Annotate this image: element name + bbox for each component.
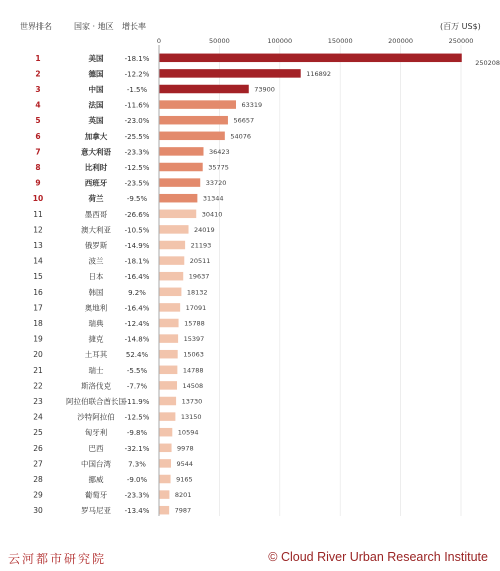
country-label: 土耳其 bbox=[84, 350, 108, 360]
x-tick-label: 0 bbox=[156, 37, 162, 45]
value-label: 9978 bbox=[177, 444, 194, 453]
country-label: 挪威 bbox=[88, 475, 104, 484]
rank-label: 12 bbox=[33, 225, 43, 235]
country-label: 捷克 bbox=[88, 334, 104, 344]
rank-label: 28 bbox=[33, 475, 43, 484]
growth-label: -11.9% bbox=[124, 398, 150, 406]
country-label: 荷兰 bbox=[88, 194, 104, 204]
country-label: 韩国 bbox=[88, 287, 104, 297]
country-label: 瑞士 bbox=[88, 365, 104, 375]
growth-label: -7.7% bbox=[126, 382, 148, 391]
bar bbox=[160, 303, 181, 312]
rank-label: 2 bbox=[35, 69, 41, 79]
rank-label: 24 bbox=[33, 412, 43, 422]
rank-label: 27 bbox=[33, 459, 43, 469]
value-label: 8201 bbox=[174, 491, 192, 500]
bar bbox=[160, 412, 176, 421]
rank-header: 世界排名 bbox=[20, 22, 52, 31]
value-label: 250208 bbox=[475, 58, 500, 67]
country-header: 国家 · 地区 bbox=[74, 22, 114, 31]
institute-name-en: © Cloud River Urban Research Institute bbox=[268, 550, 488, 564]
growth-label: -12.5% bbox=[124, 413, 150, 422]
value-label: 31344 bbox=[202, 194, 224, 203]
bar bbox=[160, 85, 249, 94]
bar bbox=[160, 194, 198, 203]
growth-label: -16.4% bbox=[124, 273, 150, 282]
rank-label: 9 bbox=[35, 178, 41, 188]
value-label: 19637 bbox=[188, 272, 210, 281]
value-label: 20511 bbox=[189, 257, 211, 266]
x-tick-label: 50000 bbox=[209, 37, 230, 45]
bar bbox=[160, 288, 182, 297]
unit-label: (百万 US$) bbox=[440, 22, 481, 31]
value-label: 13730 bbox=[181, 397, 203, 406]
rank-label: 16 bbox=[33, 287, 43, 297]
value-label: 56657 bbox=[233, 116, 255, 125]
country-label: 俄罗斯 bbox=[84, 241, 108, 250]
country-label: 澳大利亚 bbox=[81, 225, 111, 235]
value-label: 73900 bbox=[254, 85, 275, 94]
country-label: 美国 bbox=[88, 53, 104, 63]
growth-label: -12.5% bbox=[124, 164, 150, 172]
institute-name-zh: 云河都市研究院 bbox=[8, 552, 107, 566]
growth-label: -18.1% bbox=[124, 54, 150, 63]
rank-label: 11 bbox=[33, 209, 43, 219]
value-label: 14508 bbox=[182, 381, 204, 390]
bar bbox=[160, 100, 236, 109]
bar bbox=[160, 366, 178, 375]
growth-label: -14.8% bbox=[124, 335, 150, 344]
growth-label: -14.9% bbox=[124, 242, 150, 250]
rank-label: 25 bbox=[33, 428, 43, 438]
rank-label: 6 bbox=[35, 131, 41, 141]
bar bbox=[160, 381, 178, 390]
value-label: 18132 bbox=[186, 288, 208, 297]
growth-label: -23.3% bbox=[124, 491, 150, 500]
country-label: 加拿大 bbox=[84, 131, 108, 141]
country-label: 中国台湾 bbox=[81, 459, 111, 469]
country-label: 英国 bbox=[88, 116, 104, 126]
growth-label: 52.4% bbox=[125, 351, 149, 360]
rank-label: 3 bbox=[35, 85, 41, 94]
rank-label: 4 bbox=[35, 100, 41, 110]
growth-label: -16.4% bbox=[124, 304, 150, 313]
growth-label: -9.5% bbox=[126, 195, 148, 204]
bar bbox=[160, 54, 462, 63]
rank-label: 5 bbox=[35, 116, 41, 126]
growth-label: -32.1% bbox=[124, 444, 150, 453]
country-label: 中国 bbox=[88, 85, 104, 94]
bar bbox=[160, 319, 179, 328]
country-label: 比利时 bbox=[84, 163, 108, 172]
value-label: 21193 bbox=[190, 241, 212, 250]
bar bbox=[160, 334, 179, 343]
bar bbox=[160, 256, 185, 265]
rank-label: 29 bbox=[33, 490, 43, 500]
rank-label: 13 bbox=[33, 241, 43, 250]
bar bbox=[160, 225, 189, 234]
rank-label: 18 bbox=[33, 319, 43, 328]
country-label: 德国 bbox=[88, 69, 104, 79]
value-label: 54076 bbox=[230, 132, 252, 141]
value-label: 15788 bbox=[184, 319, 205, 328]
value-label: 13150 bbox=[180, 413, 202, 422]
value-label: 30410 bbox=[201, 210, 223, 219]
growth-label: -10.5% bbox=[124, 226, 150, 235]
rank-label: 14 bbox=[33, 256, 43, 266]
country-label: 匈牙利 bbox=[84, 428, 108, 438]
growth-label: -13.4% bbox=[124, 507, 150, 516]
rank-label: 30 bbox=[33, 506, 43, 516]
value-label: 7987 bbox=[174, 506, 192, 515]
rank-label: 8 bbox=[35, 163, 41, 172]
country-label: 沙特阿拉伯 bbox=[77, 412, 115, 422]
bar bbox=[160, 178, 201, 187]
growth-label: -9.0% bbox=[126, 476, 148, 484]
bar bbox=[160, 506, 170, 515]
growth-label: -1.5% bbox=[126, 86, 148, 94]
bar bbox=[160, 147, 204, 156]
x-tick-label: 150000 bbox=[327, 37, 353, 45]
growth-label: 9.2% bbox=[128, 288, 146, 297]
bar bbox=[160, 490, 170, 499]
growth-label: -9.8% bbox=[126, 429, 148, 438]
rank-label: 23 bbox=[33, 397, 43, 406]
growth-label: -5.5% bbox=[126, 366, 148, 375]
rank-label: 17 bbox=[33, 303, 43, 313]
value-label: 33720 bbox=[205, 179, 227, 188]
value-label: 35775 bbox=[208, 163, 229, 172]
growth-label: -18.1% bbox=[124, 257, 150, 266]
x-tick-label: 250000 bbox=[448, 37, 474, 45]
bar bbox=[160, 69, 301, 78]
growth-header: 增长率 bbox=[122, 22, 146, 31]
rank-label: 15 bbox=[33, 272, 43, 282]
value-label: 17091 bbox=[185, 303, 207, 312]
bar bbox=[160, 241, 186, 250]
bar bbox=[160, 444, 172, 453]
country-label: 法国 bbox=[88, 100, 104, 110]
growth-label: -11.6% bbox=[124, 101, 150, 110]
growth-label: -23.5% bbox=[124, 179, 150, 188]
rank-label: 22 bbox=[33, 381, 43, 391]
rank-label: 19 bbox=[33, 334, 43, 344]
country-label: 巴西 bbox=[88, 443, 104, 453]
country-label: 阿拉伯联合酋长国 bbox=[66, 397, 126, 406]
bar bbox=[160, 459, 172, 468]
country-label: 西班牙 bbox=[84, 178, 108, 188]
value-label: 36423 bbox=[208, 147, 230, 156]
bar bbox=[160, 163, 203, 172]
bar bbox=[160, 272, 184, 281]
country-label: 意大利语 bbox=[81, 147, 111, 157]
value-label: 9165 bbox=[176, 475, 193, 484]
growth-label: -25.5% bbox=[124, 132, 150, 141]
value-label: 116892 bbox=[306, 69, 332, 78]
x-tick-label: 200000 bbox=[388, 37, 414, 45]
rank-label: 21 bbox=[33, 365, 43, 375]
value-label: 15063 bbox=[183, 350, 204, 359]
x-tick-label: 100000 bbox=[267, 37, 293, 45]
country-label: 瑞典 bbox=[88, 319, 104, 328]
country-label: 葡萄牙 bbox=[84, 490, 108, 500]
bar bbox=[160, 116, 228, 125]
value-label: 15397 bbox=[183, 335, 205, 344]
rank-label: 20 bbox=[33, 350, 43, 360]
growth-label: 7.3% bbox=[128, 460, 146, 469]
growth-label: -12.2% bbox=[124, 70, 150, 79]
bar bbox=[160, 397, 177, 406]
country-label: 罗马尼亚 bbox=[81, 506, 111, 516]
bar bbox=[160, 350, 178, 359]
growth-label: -26.6% bbox=[124, 210, 150, 219]
country-label: 波兰 bbox=[88, 256, 104, 266]
rank-label: 10 bbox=[32, 194, 44, 204]
value-label: 63319 bbox=[241, 101, 263, 110]
bar bbox=[160, 210, 197, 219]
value-label: 10594 bbox=[177, 428, 199, 437]
bar bbox=[160, 428, 173, 437]
value-label: 24019 bbox=[194, 225, 215, 234]
bar bbox=[160, 132, 225, 141]
country-label: 奥地利 bbox=[84, 303, 108, 313]
country-label: 墨西哥 bbox=[84, 209, 108, 219]
value-label: 9544 bbox=[176, 459, 194, 468]
growth-label: -23.3% bbox=[124, 148, 150, 157]
country-label: 日本 bbox=[88, 272, 104, 282]
growth-label: -12.4% bbox=[124, 320, 150, 328]
bar bbox=[160, 475, 171, 484]
growth-label: -23.0% bbox=[124, 117, 150, 126]
value-label: 14788 bbox=[182, 366, 204, 375]
country-label: 斯洛伐克 bbox=[81, 381, 111, 391]
rank-label: 1 bbox=[35, 53, 41, 63]
rank-label: 26 bbox=[33, 443, 43, 453]
rank-label: 7 bbox=[35, 147, 41, 157]
